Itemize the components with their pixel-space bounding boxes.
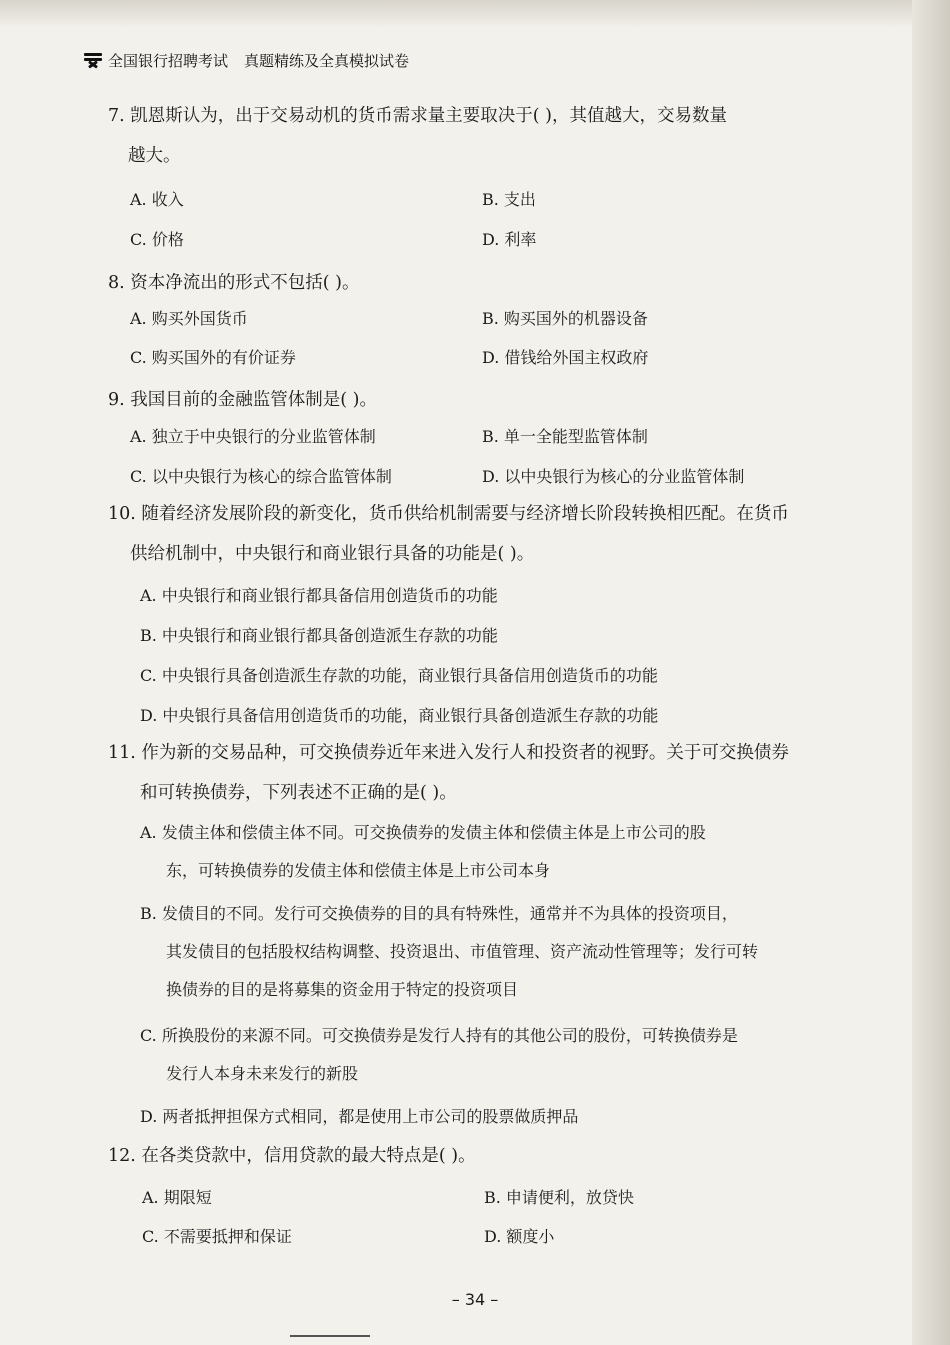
q10-option-d: D. 中央银行具备信用创造货币的功能，商业银行具备创造派生存款的功能 [140, 706, 659, 725]
q11-option-c-line1: C. 所换股份的来源不同。可交换债券是发行人持有的其他公司的股份，可转换债券是 [140, 1026, 738, 1045]
q8-option-d: D. 借钱给外国主权政府 [482, 348, 649, 367]
q10-option-c: C. 中央银行具备创造派生存款的功能，商业银行具备信用创造货币的功能 [140, 666, 658, 685]
question-10 [108, 494, 834, 574]
q7-option-c: C. 价格 [130, 230, 184, 249]
question-10-stem-line1: 10. 随着经济发展阶段的新变化，货币供给机制需要与经济增长阶段转换相匹配。在货币 [108, 504, 789, 524]
q11-option-c-line2: 发行人本身未来发行的新股 [166, 1064, 359, 1083]
q9-option-c: C. 以中央银行为核心的综合监管体制 [130, 467, 392, 486]
q9-option-d: D. 以中央银行为核心的分业监管体制 [482, 467, 745, 486]
q8-option-c: C. 购买国外的有价证券 [130, 348, 296, 367]
question-11-stem-line1: 11. 作为新的交易品种，可交换债券近年来进入发行人和投资者的视野。关于可交换债券 [108, 743, 789, 763]
question-8-stem: 8. 资本净流出的形式不包括( )。 [108, 273, 360, 293]
question-11-stem-line2: 和可转换债券，下列表述不正确的是( )。 [140, 783, 457, 803]
q11-option-b-line3: 换债券的目的是将募集的资金用于特定的投资项目 [166, 980, 519, 999]
q12-option-d: D. 额度小 [484, 1227, 555, 1246]
q11-option-a [140, 814, 840, 890]
q12-option-a: A. 期限短 [142, 1188, 212, 1207]
question-7 [108, 96, 834, 176]
q10-option-a: A. 中央银行和商业银行都具备信用创造货币的功能 [140, 586, 498, 605]
page-number: – 34 – [451, 1290, 499, 1309]
bottom-rule [290, 1335, 370, 1337]
question-12 [108, 1136, 834, 1176]
q12-option-c: C. 不需要抵押和保证 [142, 1227, 292, 1246]
q11-option-d-line1: D. 两者抵押担保方式相同，都是使用上市公司的股票做质押品 [140, 1107, 579, 1126]
q7-option-a: A. 收入 [130, 190, 184, 209]
q12-option-b: B. 申请便利，放贷快 [484, 1188, 634, 1207]
question-12-stem: 12. 在各类贷款中，信用贷款的最大特点是( )。 [108, 1146, 476, 1166]
q10-option-b: B. 中央银行和商业银行都具备创造派生存款的功能 [140, 626, 498, 645]
q11-option-b-line2: 其发债目的包括股权结构调整、投资退出、市值管理、资产流动性管理等；发行可转 [166, 942, 759, 961]
q7-option-b: B. 支出 [482, 190, 536, 209]
q11-option-a-line1: A. 发债主体和偿债主体不同。可交换债券的发债主体和偿债主体是上市公司的股 [140, 823, 706, 842]
q11-option-c [140, 1017, 840, 1093]
q8-option-a: A. 购买外国货币 [130, 309, 248, 328]
q11-option-b-line1: B. 发债目的不同。发行可交换债券的目的具有特殊性，通常并不为具体的投资项目， [140, 904, 738, 923]
q11-option-a-line2: 东，可转换债券的发债主体和偿债主体是上市公司本身 [166, 861, 551, 880]
header-book-title: 真题精练及全真模拟试卷 [244, 51, 410, 70]
header-exam-title: 全国银行招聘考试 [108, 51, 229, 70]
q11-option-b [140, 895, 840, 1009]
q11-option-d [140, 1098, 840, 1136]
question-9 [108, 380, 834, 420]
question-9-stem: 9. 我国目前的金融监管体制是( )。 [108, 390, 377, 410]
question-8 [108, 263, 834, 303]
question-10-stem-line2: 供给机制中，中央银行和商业银行具备的功能是( )。 [130, 544, 535, 564]
question-11 [108, 733, 834, 813]
q9-option-a: A. 独立于中央银行的分业监管体制 [130, 427, 376, 446]
q7-option-d: D. 利率 [482, 230, 537, 249]
q9-option-b: B. 单一全能型监管体制 [482, 427, 648, 446]
question-7-stem-line1: 7. 凯恩斯认为，出于交易动机的货币需求量主要取决于( )，其值越大，交易数量 [108, 106, 727, 126]
q8-option-b: B. 购买国外的机器设备 [482, 309, 648, 328]
question-7-stem-line2: 越大。 [128, 146, 181, 166]
